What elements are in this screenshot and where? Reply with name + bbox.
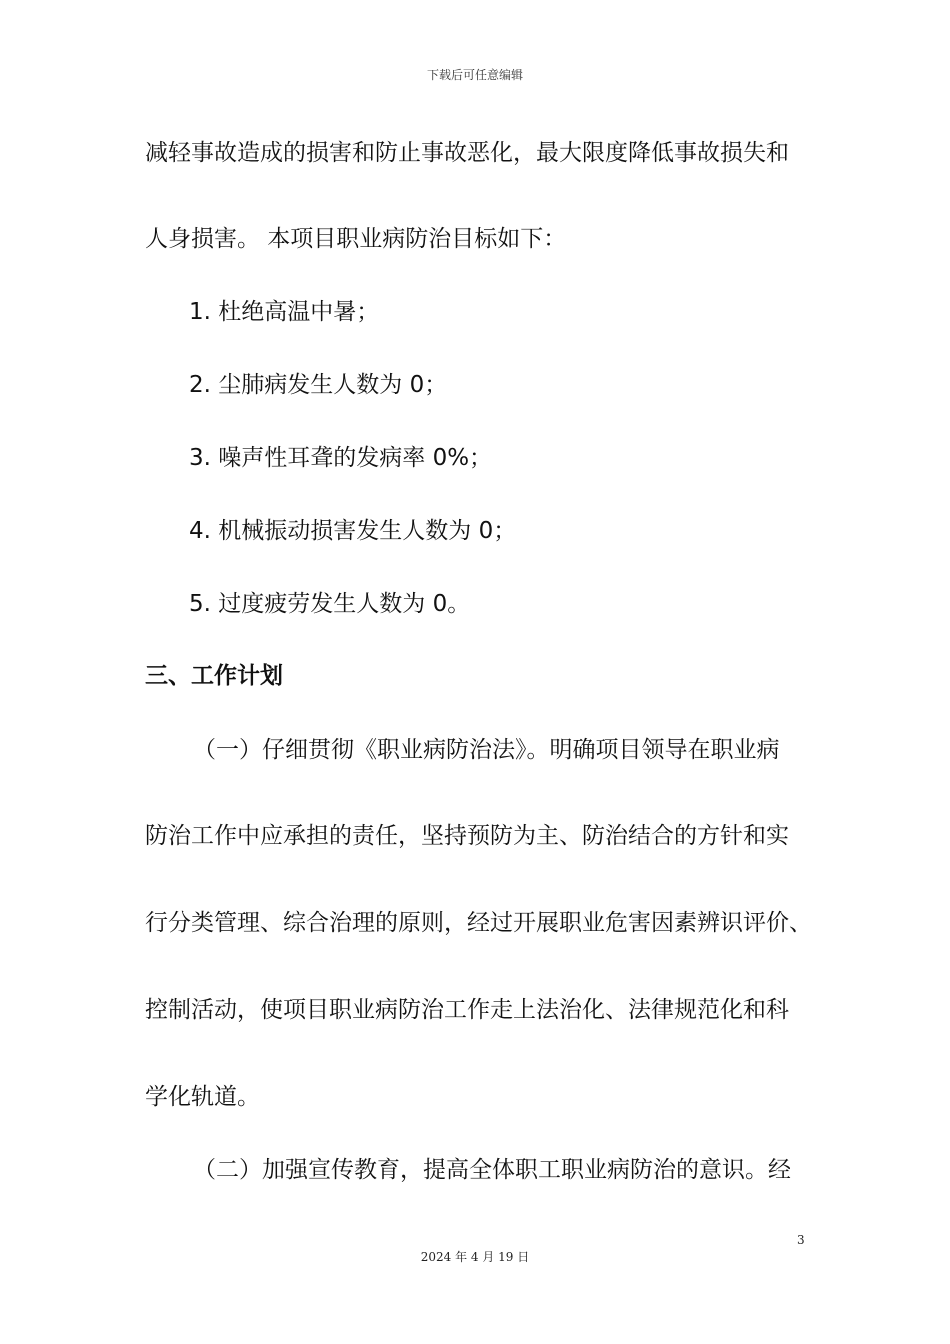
- paragraph-1-line-5: 学化轨道。: [145, 1084, 260, 1110]
- paragraph-1-line-4: 控制活动，使项目职业病防治工作走上法治化、法律规范化和科: [145, 997, 789, 1023]
- header-note: 下载后可任意编辑: [426, 68, 523, 82]
- goal-item-4: 4. 机械振动损害发生人数为 0；: [189, 518, 517, 544]
- paragraph-1-line-3: 行分类管理、综合治理的原则，经过开展职业危害因素辨识评价、: [145, 910, 812, 936]
- paragraph-2-line-1: （二）加强宣传教育，提高全体职工职业病防治的意识。经: [193, 1157, 791, 1183]
- goal-item-2: 2. 尘肺病发生人数为 0；: [189, 372, 448, 398]
- paragraph-1-line-1: （一）仔细贯彻《职业病防治法》。明确项目领导在职业病: [193, 737, 780, 763]
- goal-item-1: 1. 杜绝高温中暑；: [189, 299, 380, 325]
- goal-item-5: 5. 过度疲劳发生人数为 0。: [189, 591, 471, 617]
- section-heading: 三、工作计划: [145, 663, 283, 689]
- body-line-2: 人身损害。 本项目职业病防治目标如下：: [145, 226, 567, 252]
- page-number: 3: [797, 1233, 805, 1247]
- goal-item-3: 3. 噪声性耳聋的发病率 0%；: [189, 445, 493, 471]
- body-line-1: 减轻事故造成的损害和防止事故恶化，最大限度降低事故损失和: [145, 140, 789, 166]
- paragraph-1-line-2: 防治工作中应承担的责任，坚持预防为主、防治结合的方针和实: [145, 823, 789, 849]
- footer-date: 2024 年 4 月 19 日: [420, 1250, 530, 1264]
